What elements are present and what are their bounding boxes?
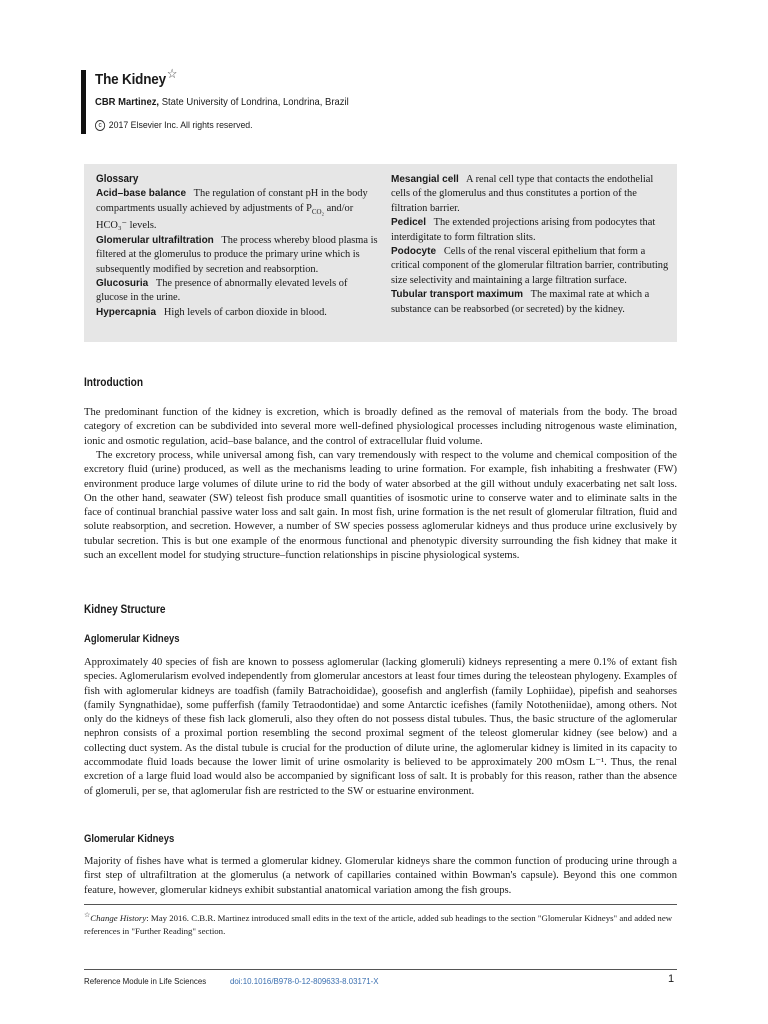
glossary-column-right [391, 173, 671, 317]
glossary-term: Acid–base balance [96, 188, 187, 200]
glossary-term: Glomerular ultrafiltration [96, 234, 214, 246]
footnote-text: : May 2016. C.B.R. Martinez introduced small edits in the text of the article, added sub headings to the section "Glomerular Kidneys" and added new references in "Further Reading" section. [84, 912, 673, 936]
glossary-definition: A renal cell type that contacts the endothelial cells of the glomerulus and thus constitutes a portion of the filtration barrier. [391, 174, 654, 214]
journal-name: Reference Module in Life Sciences [84, 976, 207, 986]
glossary-definition: The regulation of constant pH in the body compartments usually achieved by adjustments of P [96, 188, 368, 214]
introduction-heading: Introduction [84, 377, 144, 389]
author-name: CBR Martinez, [95, 96, 160, 108]
affiliation: State University of Londrina, Londrina, Brazil [159, 96, 349, 108]
glossary-entry [96, 306, 379, 320]
aglomerular-kidneys-heading: Aglomerular Kidneys [84, 633, 180, 645]
page-number: 1 [668, 973, 675, 985]
aglomerular-paragraph: Approximately 40 species of fish are known to possess aglomerular (lacking glomeruli) kidneys representing a mere 0.1% of extant fish species. Aglomerularism evolved independently from glomerular ancestors at least four times during the teleostean phylogeny. Examples of fish with aglomerular kidneys are toadfish (family Batrachoididae), goosefish and anglerfish (family Lophiidae), pipefish and seahorses (family Syngnathidae), some pufferfish (family Tetraodontidae) and some Antarctic icefishes (family Nototheniidae), among others. Not only do the kidneys of these fish lack glomeruli, also they often do not possess distal tubules. Thus, the basic structure of the aglomerular nephron consists of a proximal portion resembling the second proximal segment of the teleost glomerular kidney (see below) and a collecting duct system. As the distal tubule is crucial for the production of dilute urine, the aglomerular kidney is limited in its capacity to accommodate fluid loads because the lower limit of urine osmolarity is believed to be approximately 200 mOsm L⁻¹. Thus, the renal excretion of a large fluid load would also be accompanied by significant loss of salt. It is probably for this reason, rather than the absence of glomeruli, per se, that aglomerular fish are restricted to the SW or estuarine environment. [84, 657, 677, 797]
author-line [95, 96, 349, 108]
glossary-definition: The extended projections arising from podocytes that interdigitate to form filtration slits. [391, 217, 656, 243]
introduction-paragraph-2: The excretory process, while universal among fish, can vary tremendously with respect to the volume and chemical composition of the excretory fluid (urine) produced, as well as the mechanisms leading to urine formation. For example, fish inhabiting a freshwater (FW) environment produce large volumes of dilute urine to rid the body of water absorbed at the gill without unduly exacerbating net salt loss. On the other hand, seawater (SW) teleost fish produce small quantities of isosmotic urine to conserve water and to eliminate salts in the face of continual branchial passive water loss and salt gain. In most fish, urine formation is the net result of glomerular filtration, fluid and solute reabsorption, and secretion. However, a number of SW species possess aglomerular kidneys and thus produce urine exclusively by tubular secretion. This is but one example of the enormous functional and phenotypic diversity surrounding the fish kidney that make it such an excellent model for studying structure–function relationships in piscine physiological systems. [84, 450, 677, 562]
glossary-term: Podocyte [391, 246, 437, 258]
title-accent-bar [81, 70, 86, 134]
glossary-entry: Acid–base balance The regulation of constant pH in the body compartments usually achieved by adjustments of $P_{CO_2}$ and/or HCO₃⁻ levels. [96, 188, 368, 232]
change-history-footnote [84, 909, 677, 937]
glossary-entry [96, 234, 379, 277]
glossary-term: Pedicel [391, 217, 427, 229]
glossary-definition: The presence of abnormally elevated levels of glucose in the urine. [96, 277, 348, 304]
doi-link[interactable]: doi:10.1016/B978-0-12-809633-8.03171-X [230, 976, 379, 986]
article-title: The Kidney☆ [95, 66, 178, 88]
copyright-line: c 2017 Elsevier Inc. All rights reserved. [95, 120, 253, 131]
change-history-star-icon[interactable]: ☆ [166, 66, 178, 81]
footnote-label: Change History [90, 912, 147, 923]
copyright-icon: c [95, 120, 105, 131]
glossary-term: Glucosuria [96, 277, 149, 289]
glossary-entry [391, 245, 671, 288]
footnote-star-icon: ☆ [84, 911, 91, 919]
glossary-title: Glossary [96, 173, 139, 185]
glossary-entry [391, 173, 671, 216]
glossary-definition: The process whereby blood plasma is filtered at the glomerulus to produce the primary urine which is subsequently modified by secretion and reabsorption. [96, 234, 378, 275]
glossary-entry [96, 277, 379, 306]
glossary-box [84, 164, 677, 342]
glossary-definition: Cells of the renal visceral epithelium that form a critical component of the glomerular filtration barrier, contributing size selectivity and maintaining a large filtration surface. [391, 246, 669, 286]
glomerular-paragraph: Majority of fishes have what is termed a glomerular kidney. Glomerular kidneys share the common function of producing urine through a first step of ultrafiltration at the glomerulus (a network of capillaries contained within Bowman's capsule). Beyond this one common feature, however, glomerular kidneys exhibit substantial anatomical variation among the fish groups. [84, 856, 677, 896]
glossary-term: Mesangial cell [391, 174, 459, 185]
glossary-term: Tubular transport maximum [391, 289, 524, 301]
glossary-definition: High levels of carbon dioxide in blood. [163, 306, 327, 318]
footnote-rule [84, 904, 677, 905]
glossary-entry [391, 216, 671, 245]
footer-rule [84, 969, 677, 970]
introduction-paragraph-1: The predominant function of the kidney is excretion, which is broadly defined as the removal of materials from the body. The broad category of excretion can be subdivided into several more well-defined physiological processes including nitrogenous waste elimination, ionic and osmotic regulation, acid–base balance, and the control of extracellular fluid volume. [84, 407, 677, 447]
glossary-term: Hypercapnia [96, 306, 157, 318]
glossary-definition: The maximal rate at which a substance can be reabsorbed (or secreted) by the kidney. [391, 289, 650, 315]
glossary-column-left [96, 172, 379, 320]
glossary-entry [391, 288, 671, 317]
kidney-structure-heading: Kidney Structure [84, 604, 166, 616]
glomerular-kidneys-heading: Glomerular Kidneys [84, 833, 175, 845]
